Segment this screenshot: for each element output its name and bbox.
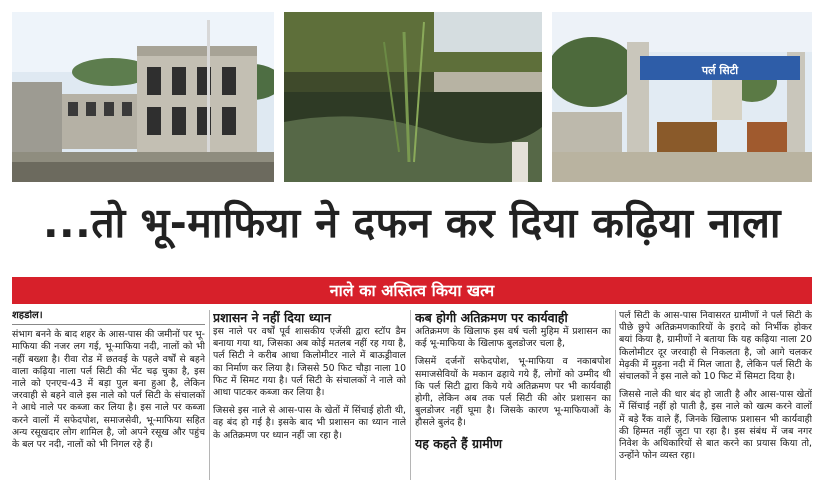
photo-round-building <box>12 12 274 182</box>
paragraph: अतिक्रमण के खिलाफ इस वर्ष चली मुहिम में प्रशासन का कई भू-माफिया के खिलाफ बुलडोजर चला है, <box>415 326 611 350</box>
subheading: कब होगी अतिक्रमण पर कार्यवाही <box>415 310 568 325</box>
paragraph: इस नाले पर वर्षों पूर्व शासकीय एजेंसी द्वारा स्टॉप डैम बनाया गया था, जिसका अब कोई मतलब नहीं रह गया है, पर्ल सिटी ने करीब आधा किलोमीटर नाले में बाऊड्रीवाल का निर्माण कर लिया है। जिससे 50 फिट चौड़ा नाला 10 फिट में सिमट गया है। पर्ल सिटी के संचालकों ने नाले को आधा पाटकर कब्जा कर लिया है। <box>213 326 406 399</box>
column-divider <box>209 310 210 480</box>
subheading: यह कहते हैं ग्रामीण <box>415 435 502 451</box>
article-column-1 <box>12 310 205 480</box>
photo-pearl-city-gate <box>552 12 812 182</box>
article-column-3 <box>415 310 611 480</box>
gate-image <box>552 12 812 182</box>
article-column-4 <box>619 310 812 480</box>
paragraph: जिसमें दर्जनों सफेदपोश, भू-माफिया व नकाबपोश समाजसेवियों के मकान ढहाये गये हैं, लोगों को उम्मीद थी कि पर्ल सिटी द्वारा किये गये अतिक्रमण पर भी कार्यवाही होगी, लेकिन अब तक पर्ल सिटी की ओर प्रशासन का बुलडोजर नहीं घूमा है। जिसके कारण भू-माफियाओं के हौसले बुलंद है। <box>415 356 611 429</box>
column-divider <box>410 310 411 480</box>
paragraph: जिससे इस नाले से आस-पास के खेतों में सिंचाई होती थी, वह बंद हो गई है। इसके बाद भी प्रशासन का ध्यान नाले के अतिक्रमण पर ध्यान नहीं जा रहा है। <box>213 405 406 441</box>
stream-image <box>284 12 542 182</box>
sub-headline-banner: नाले का अस्तित्व किया खत्म <box>12 277 812 304</box>
column-divider <box>615 310 616 480</box>
paragraph: जिससे नाले की धार बंद हो जाती है और आस-पास खेतों में सिंचाई नहीं हो पाती है, इस नाले को खत्म करने वालों में बड़े रैंक वाले हैं, जिनके खिलाफ प्रशासन भी कार्यवाही की हिम्मत नहीं जुटा पा रहा है। इस संबंध में जब नगर निवेश के अधिकारियों से बात करने का प्रयास किया तो, उन्होंने फोन व्यस्त रहा। <box>619 389 812 462</box>
gate-sign: पर्ल सिटी <box>701 64 739 77</box>
headline: ...तो भू-माफिया ने दफन कर दिया कढ़िया नाला <box>42 199 782 247</box>
paragraph: पर्ल सिटी के आस-पास निवासरत ग्रामीणों ने पर्ल सिटी के पीछे छुपे अतिक्रमणकारियों के इरादे को निर्भीक होकर बयां किया है, ग्रामीणों ने बताया कि यह कढ़िया नाला 20 किलोमीटर दूर जरवाही से निकलता है, जो आगे चलकर मेढ़की में मुड़ना नदी में मिल जाता है, लेकिन पर्ल सिटी के संचालकों ने इस नाले को 10 फिट में सिमटा दिया है। <box>619 310 812 383</box>
subheading: प्रशासन ने नहीं दिया ध्यान <box>213 310 331 325</box>
article-column-2 <box>213 310 406 480</box>
photo-stream <box>284 12 542 182</box>
dateline: शहडोल। <box>12 310 205 325</box>
photo-strip <box>12 12 812 182</box>
round-building-image <box>12 12 274 182</box>
paragraph: संभाग बनने के बाद शहर के आस-पास की जमीनों पर भू-माफिया की नजर लग गई, भू-माफिया नदी, नालों को भी नहीं बख्शा है। रीवा रोड में छतवई के पहले वर्षों से बहने वाला कढ़िया नाला पर्ल सिटी की भेंट चढ़ चुका है, इस नाले को एनएच-43 में बड़ा पुल बना हुआ है, लेकिन जरवाही से बहने वाले इस नाले को पर्ल सिटी के संचालकों ने आधे नाले पर कब्जा कर लिया है। इस नाले पर कब्जा करने वालों में सफेदपोश, समाजसेवी, भू-माफिया सहित अन्य रसूखदार लोग शामिल है, जो अपने रसूख और पहुंच के बल पर नदी, नालों को भी निगल रहे हैं। <box>12 329 205 451</box>
